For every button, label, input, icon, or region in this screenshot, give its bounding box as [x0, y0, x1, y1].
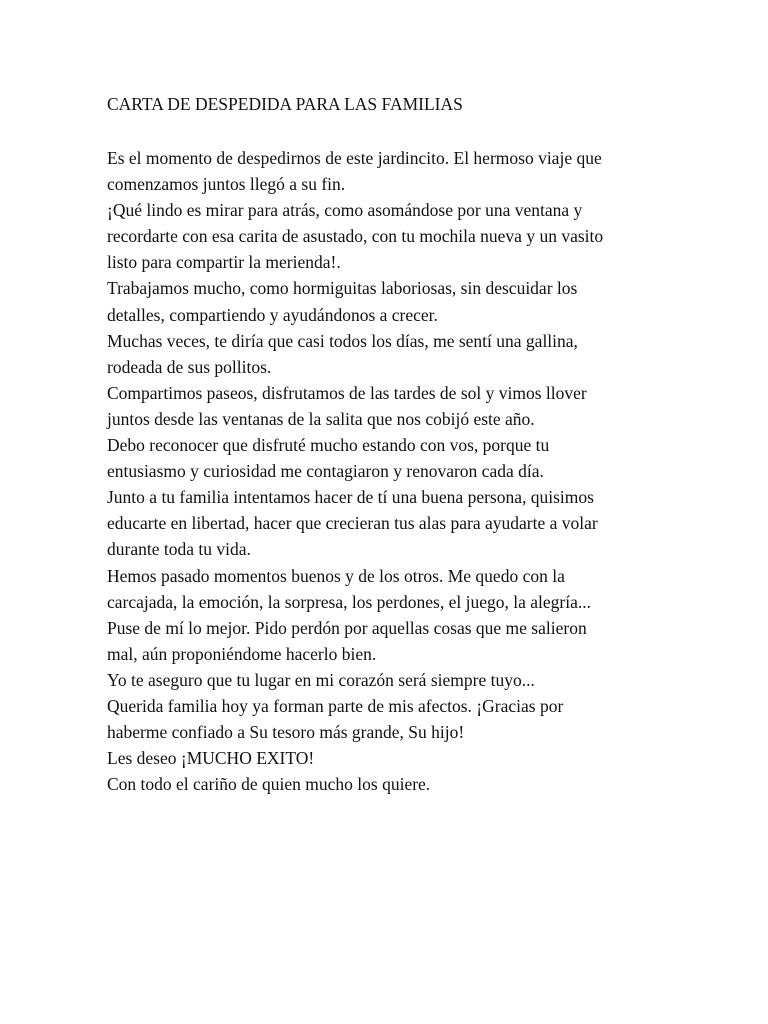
text-line: comenzamos juntos llegó a su fin.: [107, 174, 346, 195]
text-line: Junto a tu familia intentamos hacer de tí una buena persona, quisimos: [107, 487, 594, 508]
text-line: Les deseo ¡MUCHO EXITO!: [107, 748, 315, 769]
text-line: Hemos pasado momentos buenos y de los otros. Me quedo con la: [107, 565, 565, 586]
text-line: Con todo el cariño de quien mucho los quiere.: [107, 774, 431, 795]
text-line: Querida familia hoy ya forman parte de mis afectos. ¡Gracias por: [107, 695, 564, 716]
text-line: Compartimos paseos, disfrutamos de las tardes de sol y vimos llover: [107, 382, 587, 403]
text-line: recordarte con esa carita de asustado, con tu mochila nueva y un vasito: [107, 226, 604, 247]
text-line: Trabajamos mucho, como hormiguitas laboriosas, sin descuidar los: [107, 278, 578, 299]
letter-body: [107, 91, 667, 797]
title-spacer: [107, 117, 667, 145]
text-line: Muchas veces, te diría que casi todos los días, me sentí una gallina,: [107, 330, 578, 351]
text-line: carcajada, la emoción, la sorpresa, los perdones, el juego, la alegría...: [107, 591, 591, 612]
text-line: ¡Qué lindo es mirar para atrás, como asomándose por una ventana y: [107, 200, 583, 221]
text-line: durante toda tu vida.: [107, 539, 251, 560]
text-line: mal, aún proponiéndome hacerlo bien.: [107, 643, 377, 664]
text-line: educarte en libertad, hacer que crecieran tus alas para ayudarte a volar: [107, 513, 598, 534]
text-line: rodeada de sus pollitos.: [107, 356, 272, 377]
text-line: Yo te aseguro que tu lugar en mi corazón será siempre tuyo...: [107, 669, 535, 690]
text-line: juntos desde las ventanas de la salita que nos cobijó este año.: [107, 408, 535, 429]
text-line: Puse de mí lo mejor. Pido perdón por aquellas cosas que me salieron: [107, 617, 587, 638]
text-line: entusiasmo y curiosidad me contagiaron y renovaron cada día.: [107, 461, 544, 482]
text-line: Es el momento de despedirnos de este jardincito. El hermoso viaje que: [107, 148, 602, 168]
text-line: listo para compartir la merienda!.: [107, 252, 341, 273]
text-line: detalles, compartiendo y ayudándonos a crecer.: [107, 304, 438, 325]
letter-title: CARTA DE DESPEDIDA PARA LAS FAMILIAS: [107, 94, 463, 114]
text-line: haberme confiado a Su tesoro más grande, Su hijo!: [107, 722, 465, 743]
text-line: Debo reconocer que disfruté mucho estando con vos, porque tu: [107, 435, 550, 456]
